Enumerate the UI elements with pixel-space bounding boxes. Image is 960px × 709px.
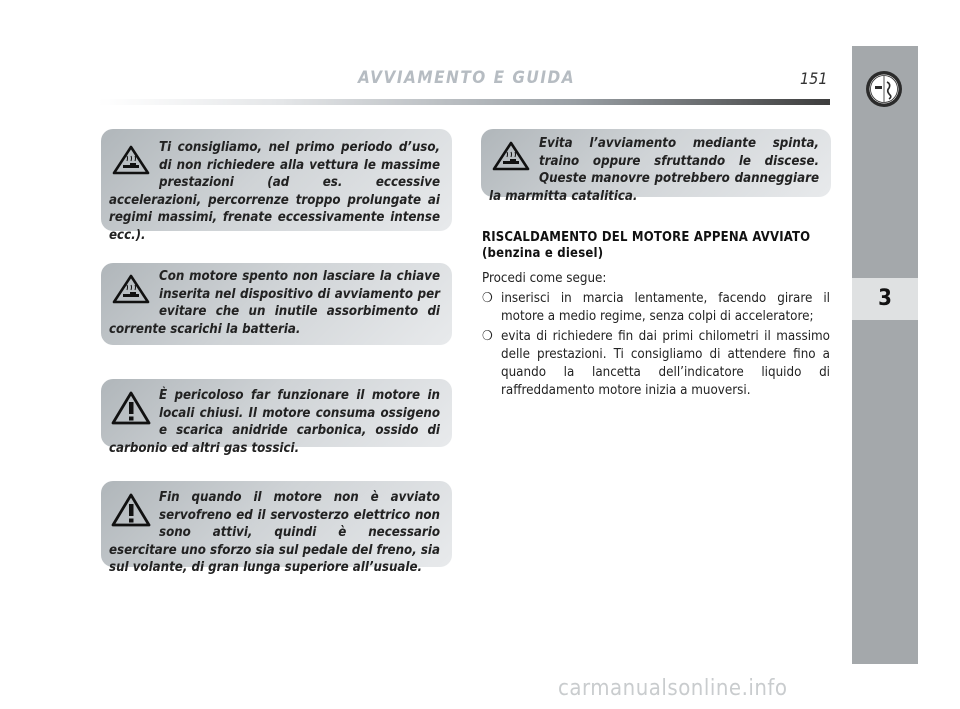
warning-box	[101, 129, 452, 243]
warning-box	[481, 129, 831, 204]
warning-text: È pericoloso far funzionare il motore in locali chiusi. Il motore consuma ossigeno e scarica anidride carbonica, ossido di carbonio ed altri gas tossici.	[109, 388, 440, 456]
section-body	[482, 270, 830, 400]
engine-hazard-icon	[109, 139, 153, 179]
warning-box	[101, 481, 452, 575]
warning-text: Con motore spento non lasciare la chiave inserita nel dispositivo di avviamento per evitare che un inutile assorbimento di corrente scarichi la batteria.	[109, 269, 440, 337]
section-title: RISCALDAMENTO DEL MOTORE APPENA AVVIATO (benzina e diesel)	[482, 230, 811, 261]
danger-warning-icon	[109, 489, 153, 529]
page-number: 151	[800, 69, 828, 88]
chapter-tab: 3	[852, 278, 918, 320]
engine-hazard-icon	[489, 135, 533, 175]
alfa-romeo-logo-icon	[865, 70, 903, 108]
watermark: carmanualsonline.info	[558, 676, 788, 701]
warning-text: Ti consigliamo, nel primo periodo d’uso, di non richiedere alla vettura le massime prestazioni (ad es. eccessive accelerazioni, percorrenze troppo prolungate ai regimi massimi, frenate eccessivamente intense ecc.).	[109, 140, 440, 243]
section-intro: Procedi come segue:	[482, 271, 607, 286]
chapter-sidebar	[852, 46, 918, 664]
section-header-title: AVVIAMENTO E GUIDA	[358, 68, 576, 88]
warning-box	[101, 263, 452, 345]
danger-warning-icon	[109, 387, 153, 427]
bullet-circle-icon: ❍	[482, 291, 493, 306]
bullet-circle-icon: ❍	[482, 329, 493, 344]
list-item-text: inserisci in marcia lentamente, facendo girare il motore a medio regime, senza colpi di acceleratore;	[501, 291, 830, 324]
header-rule	[98, 99, 830, 105]
list-item	[482, 328, 830, 400]
warning-text: Evita l’avviamento mediante spinta, traino oppure sfruttando le discese. Queste manovre potrebbero danneggiare la marmitta catalitica.	[489, 136, 819, 204]
warning-text: Fin quando il motore non è avviato servofreno ed il servosterzo elettrico non sono attivi, quindi è necessario esercitare uno sforzo sia sul pedale del freno, sia sul volante, di gran lunga superiore all’usuale.	[109, 490, 440, 575]
list-item	[482, 290, 830, 326]
warning-box	[101, 379, 452, 456]
list-item-text: evita di richiedere fin dai primi chilometri il massimo delle prestazioni. Ti consigliamo di attendere fino a quando la lancetta dell’indicatore liquido di raffreddamento motore inizia a muoversi.	[501, 329, 830, 398]
engine-hazard-icon	[109, 268, 153, 308]
